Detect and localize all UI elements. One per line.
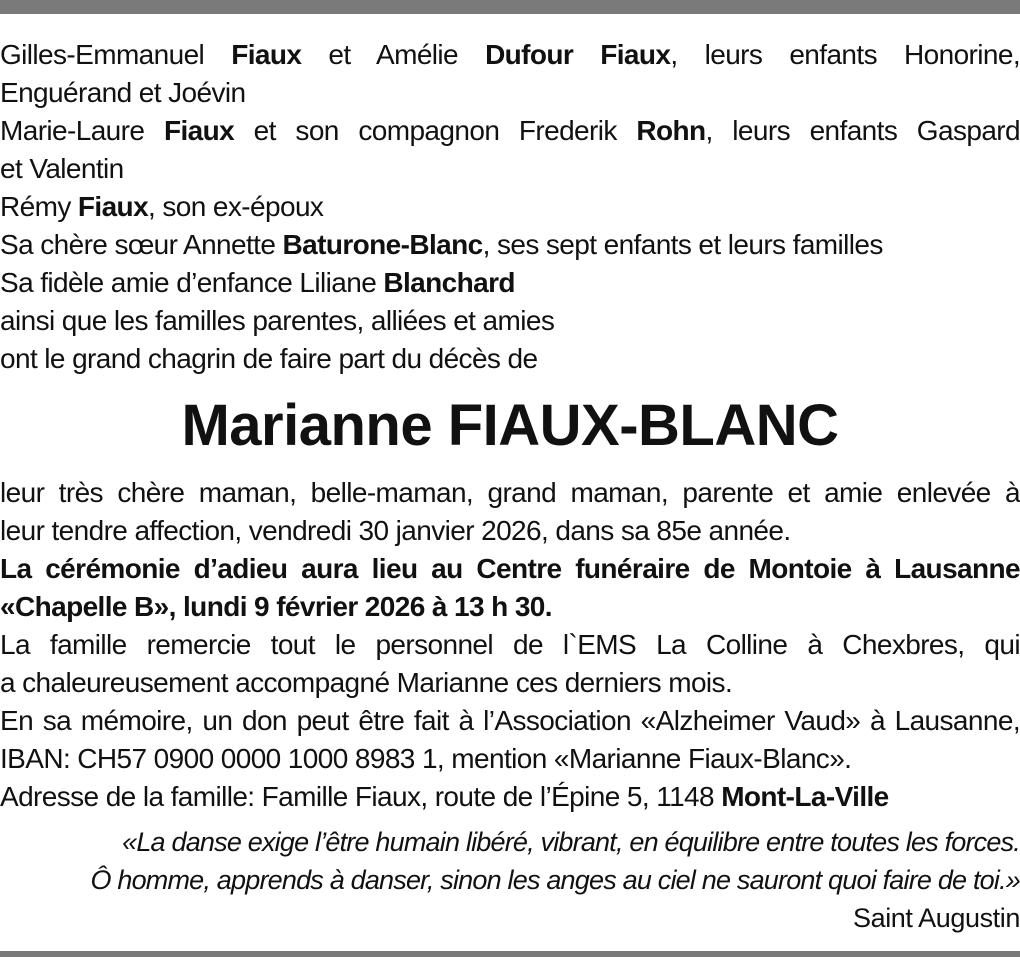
family-line: Enguérand et Joévin	[0, 77, 246, 108]
donation-line: En sa mémoire, un don peut être fait à l’Association «Alzheimer Vaud» à Lausanne,	[0, 705, 1020, 736]
family-line	[0, 264, 1020, 302]
family-surname: Fiaux	[163, 115, 235, 146]
quote-line: Ô homme, apprends à danser, sinon les anges au ciel ne sauront quoi faire de toi.»	[90, 865, 1020, 895]
family-text: Sa chère sœur Annette	[0, 229, 283, 260]
family-surname: Dufour Fiaux	[485, 39, 671, 70]
family-text: , leurs enfants Gaspard	[705, 115, 1020, 146]
family-line: ainsi que les familles parentes, alliées et amies	[0, 305, 555, 336]
family-surname: Baturone-Blanc	[282, 229, 483, 260]
family-text: Gilles-Emmanuel	[0, 39, 232, 70]
family-text: Marie-Laure	[0, 115, 164, 146]
donation-line: IBAN: CH57 0900 0000 1000 8983 1, mention «Marianne Fiaux-Blanc».	[0, 743, 852, 774]
address-town: Mont-La-Ville	[721, 781, 889, 812]
body-line: a chaleureusement accompagné Marianne ces derniers mois.	[0, 667, 733, 698]
family-line	[0, 112, 1020, 150]
announcement-line: ont le grand chagrin de faire part du décès de	[0, 343, 538, 374]
family-text: , son ex-époux	[148, 191, 324, 222]
family-text: , leurs enfants Honorine,	[670, 39, 1020, 70]
top-border-rule	[0, 0, 1020, 14]
body-line: leur très chère maman, belle-maman, grand maman, parente et amie enlevée à	[0, 477, 1020, 508]
family-line: et Valentin	[0, 153, 124, 184]
quote-line: «La danse exige l’être humain libéré, vibrant, en équilibre entre toutes les forces.	[122, 827, 1020, 857]
body-line: La famille remercie tout le personnel de l`EMS La Colline à Chexbres, qui	[0, 629, 1020, 660]
family-text: , ses sept enfants et leurs familles	[482, 229, 883, 260]
family-text: et son compagnon Frederik	[234, 115, 637, 146]
family-line	[0, 226, 1020, 264]
quote-block	[0, 823, 1020, 937]
quote-author: Saint Augustin	[852, 903, 1020, 933]
family-line	[0, 188, 1020, 226]
body-line: leur tendre affection, vendredi 30 janvier 2026, dans sa 85e année.	[0, 515, 791, 546]
family-text: et Amélie	[301, 39, 486, 70]
ceremony-line: La cérémonie d’adieu aura lieu au Centre funéraire de Montoie à Lausanne	[0, 553, 1020, 584]
family-surname: Fiaux	[77, 191, 149, 222]
address-text: Adresse de la famille: Famille Fiaux, route de l’Épine 5, 1148	[0, 781, 722, 812]
ceremony-line: «Chapelle B», lundi 9 février 2026 à 13 h 30.	[0, 591, 552, 622]
deceased-name: Marianne FIAUX-BLANC	[181, 393, 839, 458]
family-surname: Blanchard	[383, 267, 515, 298]
family-address	[0, 778, 1020, 816]
bottom-border-rule	[0, 951, 1020, 957]
family-text: Sa fidèle amie d’enfance Liliane	[0, 267, 384, 298]
obituary-notice	[0, 36, 1020, 937]
family-surname: Rohn	[636, 115, 706, 146]
family-surname: Fiaux	[231, 39, 302, 70]
family-line	[0, 36, 1020, 74]
family-text: Rémy	[0, 191, 78, 222]
